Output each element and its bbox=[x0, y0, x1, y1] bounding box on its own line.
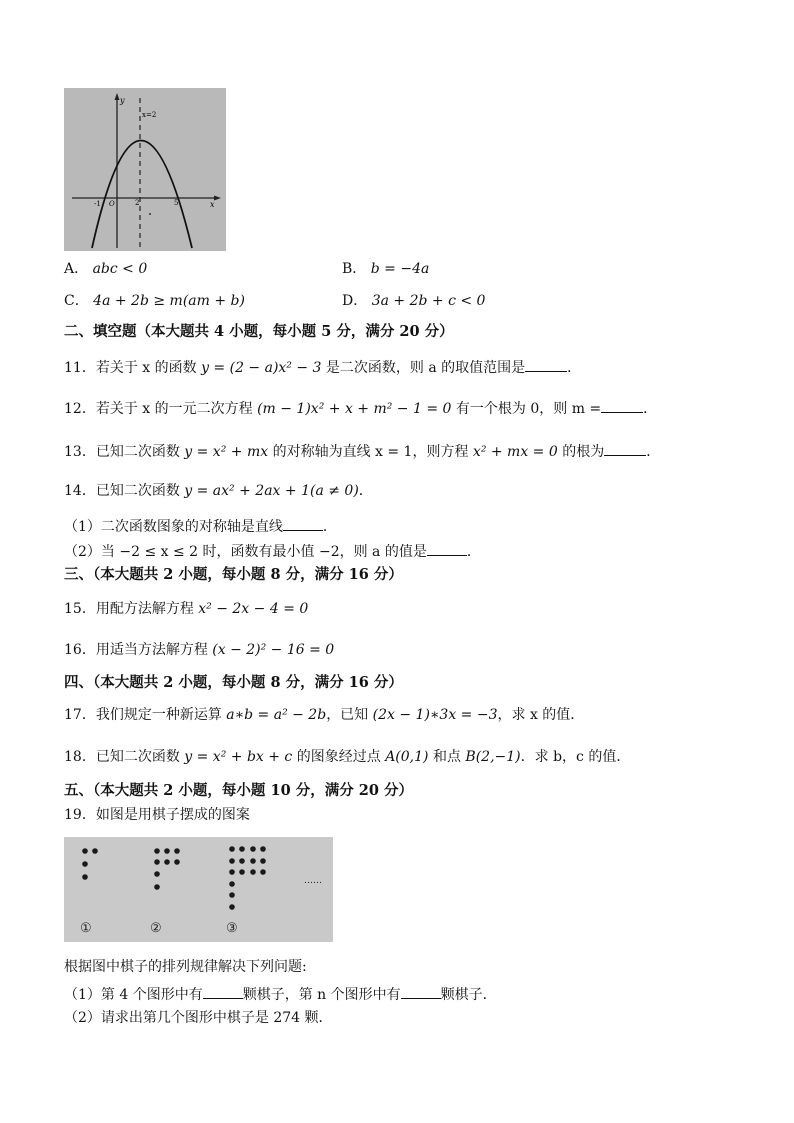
parabola-curve bbox=[92, 141, 192, 249]
piece bbox=[154, 871, 160, 877]
q13-post: 的根为 bbox=[557, 444, 605, 460]
q16-pre: 16．用适当方法解方程 bbox=[64, 642, 213, 658]
question-15 bbox=[64, 600, 308, 618]
piece bbox=[229, 881, 235, 887]
q18-post: ．求 b，c 的值． bbox=[520, 749, 631, 765]
q17-pre: 17．我们规定一种新运算 bbox=[64, 707, 227, 723]
piece bbox=[92, 848, 98, 854]
parabola-graph-svg bbox=[64, 88, 226, 251]
q13-mid: 的对称轴为直线 x = 1，则方程 bbox=[268, 444, 473, 460]
x-axis-label: x bbox=[210, 200, 215, 209]
piece bbox=[82, 874, 88, 880]
pattern-3-label: ③ bbox=[226, 921, 238, 936]
q11-answer-blank[interactable] bbox=[525, 357, 567, 372]
q14-1-end: ． bbox=[322, 519, 337, 535]
q12-pre: 12．若关于 x 的一元二次方程 bbox=[64, 401, 258, 417]
option-a-letter: A． bbox=[64, 261, 89, 277]
q14-2-pre: （2）当 −2 ≤ x ≤ 2 时，函数有最小值 −2，则 a 的值是 bbox=[64, 544, 427, 560]
option-d-expr: 3a + 2b + c < 0 bbox=[371, 293, 486, 309]
parabola-graph-figure bbox=[64, 88, 226, 251]
piece bbox=[164, 848, 170, 854]
piece bbox=[239, 846, 245, 852]
option-d-letter: D． bbox=[342, 293, 368, 309]
question-17 bbox=[64, 706, 584, 724]
piece bbox=[250, 858, 256, 864]
piece bbox=[229, 869, 235, 875]
q15-pre: 15．用配方法解方程 bbox=[64, 601, 199, 617]
question-14-part-1 bbox=[64, 516, 337, 536]
pattern-1-label: ① bbox=[80, 921, 92, 936]
piece bbox=[229, 846, 235, 852]
q12-end: ． bbox=[643, 401, 658, 417]
q14-math: y = ax² + 2ax + 1(a ≠ 0) bbox=[184, 483, 359, 499]
question-19-intro: 根据图中棋子的排列规律解决下列问题: bbox=[64, 959, 307, 975]
chess-pieces-figure bbox=[64, 837, 333, 942]
question-19-part-1 bbox=[64, 984, 497, 1004]
graph-dot bbox=[149, 213, 151, 215]
chess-pieces-svg bbox=[64, 837, 333, 942]
q19-1-end: 颗棋子． bbox=[440, 987, 497, 1003]
section-2-heading: 二、填空题（本大题共 4 小题，每小题 5 分，满分 20 分） bbox=[64, 323, 454, 340]
q11-end: ． bbox=[567, 360, 582, 376]
question-14 bbox=[64, 482, 373, 500]
option-b-expr: b = −4a bbox=[370, 261, 430, 277]
piece bbox=[154, 884, 160, 890]
q11-pre: 11．若关于 x 的函数 bbox=[64, 360, 202, 376]
q17-mid: ，已知 bbox=[326, 707, 373, 723]
q14-1-answer-blank[interactable] bbox=[283, 516, 323, 531]
q13-answer-blank[interactable] bbox=[604, 441, 646, 456]
pattern-2-label: ② bbox=[150, 921, 162, 936]
section-3-heading: 三、（本大题共 2 小题，每小题 8 分，满分 16 分） bbox=[64, 566, 403, 583]
q11-post: 是二次函数，则 a 的取值范围是 bbox=[321, 360, 526, 376]
piece bbox=[164, 859, 170, 865]
tick-label-2: 2 bbox=[135, 199, 140, 207]
q18-math: y = x² + bx + c bbox=[184, 749, 293, 765]
question-18 bbox=[64, 748, 630, 766]
q14-1-pre: （1）二次函数图象的对称轴是直线 bbox=[64, 519, 283, 535]
piece bbox=[154, 848, 160, 854]
option-c bbox=[64, 290, 245, 310]
q15-math: x² − 2x − 4 = 0 bbox=[198, 601, 309, 617]
tick-label-neg1: -1 bbox=[94, 200, 101, 208]
tick-label-5: 5 bbox=[174, 199, 179, 207]
q18-math3: B(2,−1) bbox=[465, 749, 521, 765]
piece bbox=[174, 859, 180, 865]
piece bbox=[229, 858, 235, 864]
q13-math2: x² + mx = 0 bbox=[472, 444, 558, 460]
y-axis-arrow bbox=[115, 93, 120, 100]
q18-mid: 的图象经过点 bbox=[292, 749, 386, 765]
x-axis-arrow bbox=[214, 196, 221, 201]
piece bbox=[260, 869, 266, 875]
symmetry-line-label: x=2 bbox=[142, 111, 157, 119]
q16-math: (x − 2)² − 16 = 0 bbox=[212, 642, 335, 658]
option-c-expr: 4a + 2b ≥ m(am + b) bbox=[93, 293, 245, 309]
section-4-heading: 四、（本大题共 2 小题，每小题 8 分，满分 16 分） bbox=[64, 674, 403, 691]
piece bbox=[239, 858, 245, 864]
q14-2-answer-blank[interactable] bbox=[427, 541, 467, 556]
q18-pre: 18．已知二次函数 bbox=[64, 749, 185, 765]
q11-math: y = (2 − a)x² − 3 bbox=[201, 360, 322, 376]
q17-math: a∗b = a² − 2b bbox=[226, 707, 327, 723]
option-a-expr: abc < 0 bbox=[92, 261, 148, 277]
question-11 bbox=[64, 357, 581, 377]
q18-mid2: 和点 bbox=[428, 749, 466, 765]
option-b bbox=[342, 258, 429, 278]
q18-math2: A(0,1) bbox=[385, 749, 429, 765]
q17-post: ，求 x 的值． bbox=[497, 707, 585, 723]
question-13 bbox=[64, 441, 660, 461]
question-19-title: 19．如图是用棋子摆成的图案 bbox=[64, 807, 250, 823]
origin-label: O bbox=[109, 200, 115, 208]
ellipsis: …… bbox=[304, 876, 322, 886]
y-axis-label: y bbox=[120, 96, 125, 105]
q13-pre: 13．已知二次函数 bbox=[64, 444, 185, 460]
piece bbox=[174, 848, 180, 854]
piece bbox=[154, 859, 160, 865]
piece bbox=[260, 846, 266, 852]
q14-pre: 14．已知二次函数 bbox=[64, 483, 185, 499]
q12-math: (m − 1)x² + x + m² − 1 = 0 bbox=[257, 401, 452, 417]
piece bbox=[260, 858, 266, 864]
q19-1-answer-blank-1[interactable] bbox=[203, 984, 243, 999]
piece bbox=[250, 869, 256, 875]
piece bbox=[229, 904, 235, 910]
question-14-part-2 bbox=[64, 541, 481, 561]
q13-math: y = x² + mx bbox=[184, 444, 269, 460]
question-12 bbox=[64, 398, 657, 418]
piece bbox=[239, 869, 245, 875]
q19-1-pre: （1）第 4 个图形中有 bbox=[64, 987, 203, 1003]
q12-answer-blank[interactable] bbox=[601, 398, 643, 413]
q17-math2: (2x − 1)∗3x = −3 bbox=[372, 707, 498, 723]
piece bbox=[82, 861, 88, 867]
question-19-part-2: （2）请求出第几个图形中棋子是 274 颗． bbox=[64, 1010, 333, 1026]
pattern-2 bbox=[154, 848, 180, 890]
option-c-letter: C． bbox=[64, 293, 89, 309]
piece bbox=[229, 892, 235, 898]
option-a bbox=[64, 258, 147, 278]
q13-end: ． bbox=[646, 444, 661, 460]
question-16 bbox=[64, 641, 334, 659]
section-5-heading: 五、（本大题共 2 小题，每小题 10 分，满分 20 分） bbox=[64, 782, 413, 799]
pattern-1 bbox=[82, 848, 98, 880]
q14-2-end: ． bbox=[466, 544, 481, 560]
q12-post: 有一个根为 0，则 m = bbox=[451, 401, 602, 417]
q19-1-mid: 颗棋子，第 n 个图形中有 bbox=[242, 987, 401, 1003]
option-d bbox=[342, 290, 485, 310]
piece bbox=[250, 846, 256, 852]
q19-1-answer-blank-2[interactable] bbox=[401, 984, 441, 999]
option-b-letter: B． bbox=[342, 261, 367, 277]
piece bbox=[82, 848, 88, 854]
q14-end: ． bbox=[358, 483, 373, 499]
pattern-3 bbox=[229, 846, 266, 910]
